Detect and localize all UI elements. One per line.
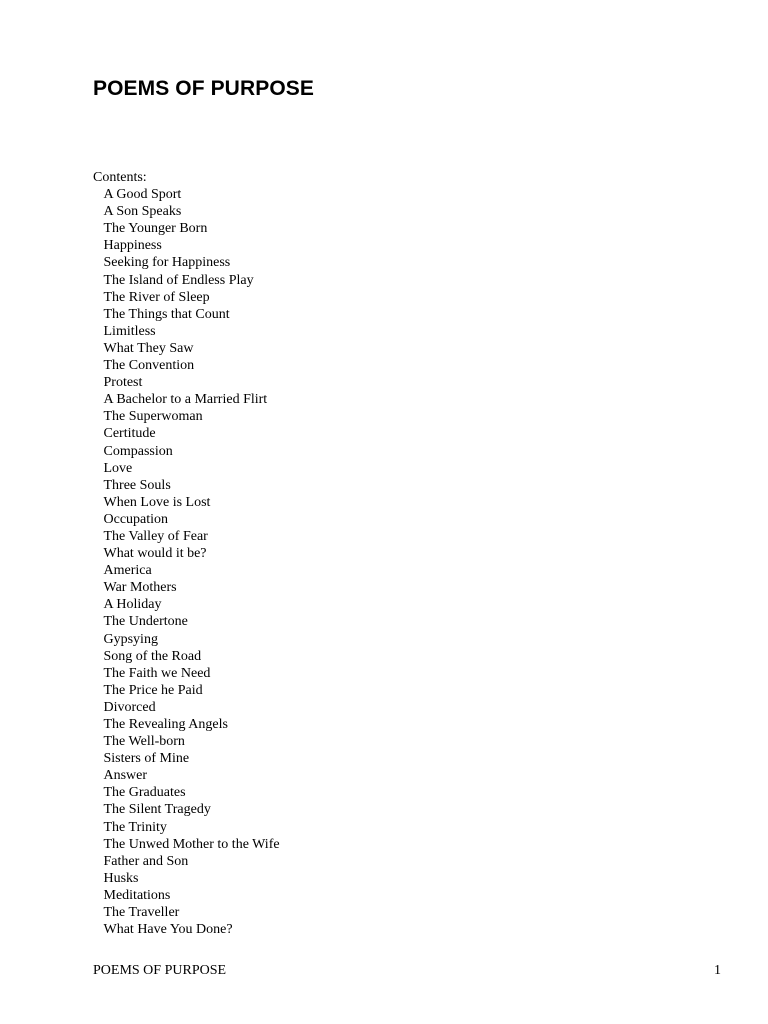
toc-item: A Good Sport (103, 187, 182, 203)
toc-item: The Silent Tragedy (103, 802, 211, 818)
toc-item: A Holiday (103, 597, 162, 613)
toc-item: Happiness (103, 238, 162, 254)
toc-list (93, 186, 280, 938)
toc-item: Father and Son (103, 853, 189, 869)
toc-item: The Faith we Need (103, 665, 211, 681)
toc-item: The Younger Born (103, 221, 208, 237)
toc-item: America (103, 563, 152, 579)
toc-item: Gypsying (103, 631, 158, 647)
toc-item: What would it be? (103, 546, 207, 562)
toc-item: The Price he Paid (103, 682, 203, 698)
toc-item: The Well-born (103, 734, 185, 750)
table-of-contents (93, 169, 280, 938)
toc-item: What Have You Done? (103, 922, 233, 938)
toc-item: The Things that Count (103, 306, 230, 322)
toc-item: The Traveller (103, 905, 180, 921)
toc-item: Love (103, 460, 133, 476)
contents-heading: Contents: (93, 170, 147, 185)
toc-item: The Graduates (103, 785, 186, 801)
toc-item: Answer (103, 768, 148, 784)
toc-item: What They Saw (103, 340, 194, 356)
toc-item: Meditations (103, 887, 171, 903)
toc-item: Limitless (103, 323, 156, 339)
toc-item: Occupation (103, 511, 169, 527)
toc-item: Three Souls (103, 477, 171, 493)
toc-item: Sisters of Mine (103, 751, 190, 767)
toc-item: The Revealing Angels (103, 717, 228, 732)
toc-item: A Bachelor to a Married Flirt (103, 392, 268, 408)
toc-item: The Superwoman (103, 409, 203, 425)
toc-item: The Unwed Mother to the Wife (103, 836, 280, 852)
toc-item: The Undertone (103, 614, 188, 630)
page-title: POEMS OF PURPOSE (93, 77, 314, 100)
toc-item: The Convention (103, 358, 195, 374)
toc-item: Seeking for Happiness (103, 255, 231, 271)
toc-item: The Valley of Fear (103, 528, 208, 544)
toc-item: Certitude (103, 426, 156, 442)
footer-title: POEMS OF PURPOSE (93, 963, 227, 978)
page-number: 1 (714, 963, 721, 978)
toc-item: Divorced (103, 699, 156, 715)
toc-item: Husks (103, 870, 139, 886)
toc-item: When Love is Lost (103, 494, 211, 510)
toc-item: A Son Speaks (103, 204, 182, 220)
toc-item: Compassion (103, 443, 173, 459)
toc-item: Song of the Road (103, 648, 202, 664)
toc-item: The Island of Endless Play (103, 272, 254, 288)
toc-item: The River of Sleep (103, 289, 210, 305)
toc-item: War Mothers (103, 580, 177, 596)
toc-item: Protest (103, 375, 143, 391)
toc-item: The Trinity (103, 819, 167, 835)
